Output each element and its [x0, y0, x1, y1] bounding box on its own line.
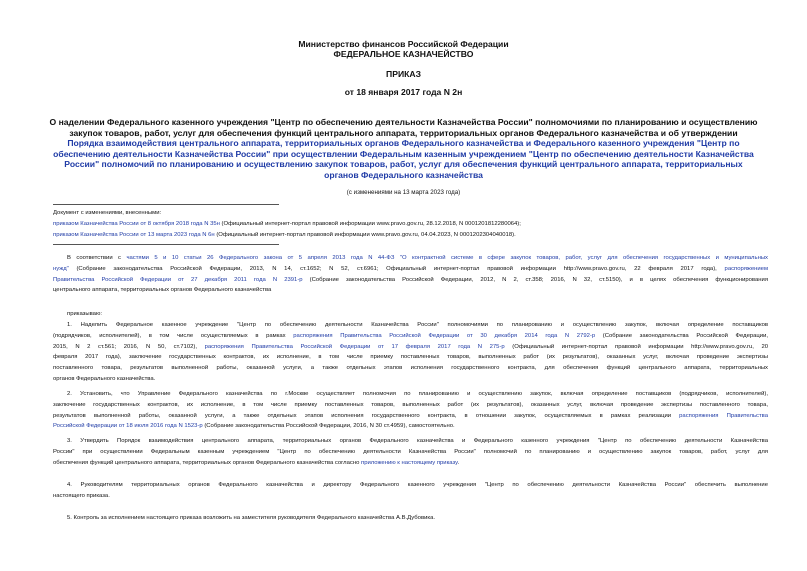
- decree-link[interactable]: распоряжением: [724, 265, 768, 272]
- title-link-line[interactable]: обеспечению деятельности Казначейства России" при осуществлении Федеральным казенным учреждением "Центр по обеспечению деятельности Казначейства: [53, 148, 754, 159]
- text-span: (Собрание законодательства Российской Федерации, 2012, N 2, ст.358; 2016, N 32, ст.5150), и в целях обеспечения функционирования: [302, 276, 769, 283]
- change-source: (Официальный интернет-портал правовой информации www.pravo.gov.ru, 28.12.2018, N 0001201812280064);: [219, 220, 521, 227]
- clause-2: [53, 389, 768, 432]
- paragraph-line: [53, 331, 768, 342]
- revision-note: (с изменениями на 13 марта 2023 года): [346, 189, 461, 196]
- change-link[interactable]: приказом Казначейства России от 8 октября 2018 года N 35н: [53, 220, 220, 227]
- law-link[interactable]: частями 5 и 10 статьи 26 Федерального закона от 5 апреля 2013 года N 44-ФЗ "О контрактной системе в сфере закупок товаров, работ, услуг для обеспечения государственных и муниципальных: [126, 255, 768, 261]
- paragraph-line: [53, 253, 768, 264]
- paragraph-line: [53, 411, 768, 422]
- paragraph-line: 5. Контроль за исполнением настоящего приказа возложить на заместителя руководителя Федерального казначейства А.В.Дубовика.: [67, 515, 435, 521]
- document-date: от 18 января 2017 года N 2н: [344, 87, 463, 97]
- text-span: результатов выполненной работы, оказанной услуги, а также отдельных этапов исполнения государственного контракта, в отношении закупок, осуществляемых в рамках реализации: [53, 412, 680, 419]
- changes-block: [53, 208, 521, 240]
- paragraph-line: 1. Наделить Федеральное казенное учреждение "Центр по обеспечению деятельности Казначейства России" полномочиями по планированию и осуществлению закупок, включая определение поставщиков: [67, 322, 768, 328]
- text-span: обеспечения функций центрального аппарата, территориальных органов Федерального казначейства согласно: [53, 459, 362, 466]
- decree-link[interactable]: Российской Федерации от 18 июля 2016 года N 1523-р: [53, 423, 203, 430]
- preamble-paragraph: [53, 253, 768, 296]
- paragraph-line: [53, 421, 768, 432]
- title-line: О наделении Федерального казенного учреждения "Центр по обеспечению деятельности Казначейства России" полномочиями по планированию и осуществлению: [49, 117, 758, 127]
- paragraph-line: России" при осуществлении Федеральным казенным учреждением "Центр по обеспечению деятельности Казначейства России" полномочий по планированию и осуществлению закупок товаров, работ, услуг для: [53, 448, 768, 455]
- clause-4: [53, 480, 768, 502]
- clause-3: [53, 436, 768, 468]
- changes-bottom-divider: [53, 244, 279, 245]
- clause-1: [53, 320, 768, 385]
- decree-link[interactable]: распоряжения Правительства: [679, 412, 769, 419]
- text-span: (Официальный интернет-портал правовой информации http://www.pravo.gov.ru, 20: [504, 343, 769, 350]
- paragraph-line: настоящего приказа.: [53, 492, 110, 499]
- change-item: [53, 219, 521, 230]
- title-link-line[interactable]: Порядка взаимодействия центрального аппарата, территориальных органов Федерального казначейства и Федерального казенного учреждения "Центр по: [67, 138, 740, 149]
- paragraph-line: органов Федерального казначейства.: [53, 375, 156, 382]
- order-word-text: приказываю:: [67, 311, 103, 317]
- decree-link[interactable]: Правительства Российской Федерации от 27 декабря 2011 года N 2391-р: [53, 276, 303, 283]
- paragraph-line: заключение государственных контрактов, их исполнение, в том числе приемку поставленных товаров, выполненных работ (их результатов), оказанных услуг, включая проведение экспертизы поставленного товара,: [53, 401, 768, 408]
- changes-heading: Документ с изменениями, внесенными:: [53, 210, 162, 216]
- change-source: (Официальный интернет-портал правовой информации www.pravo.gov.ru, 04.04.2023, N 0001202304040018).: [214, 231, 516, 238]
- appendix-link[interactable]: приложению к настоящему приказу: [361, 459, 458, 466]
- text-span: (подрядчиков, исполнителей), в том числе осуществляемых в рамках: [53, 332, 294, 339]
- paragraph-line: [53, 458, 768, 469]
- changes-top-divider: [53, 204, 279, 205]
- decree-link[interactable]: распоряжения Правительства Российской Федерации от 17 февраля 2017 года N 275-р: [204, 343, 505, 350]
- clause-5: [53, 513, 768, 524]
- title-line: закупок товаров, работ, услуг для обеспечения функций центрального аппарата, территориальных органов Федерального казначейства и об утверждении: [69, 127, 738, 138]
- paragraph-line: [53, 342, 768, 353]
- order-word: [53, 309, 768, 320]
- text-span: В соответствии с: [67, 255, 127, 261]
- text-span: .: [457, 459, 460, 466]
- document-title: [20, 117, 787, 181]
- change-link[interactable]: приказом Казначейства России от 13 марта 2023 года N 6н: [53, 231, 215, 238]
- decree-link[interactable]: распоряжения Правительства Российской Федерации от 30 декабря 2014 года N 2792-р: [293, 332, 596, 339]
- text-span: (Собрание законодательства Российской Федерации, 2016, N 30 ст.4959), самостоятельно.: [202, 423, 455, 430]
- title-link-line[interactable]: России" полномочий по планированию и осуществлению закупок товаров, работ, услуг для обеспечения функций центрального аппарата, территориальных: [64, 159, 743, 170]
- change-item: [53, 230, 521, 241]
- paragraph-line: 4. Руководителям территориальных органов Федерального казначейства и директору Федерального казенного учреждения "Центр по обеспечению деятельности Казначейства России" обеспечить выполнение: [67, 482, 768, 488]
- paragraph-line: [53, 275, 768, 286]
- text-span: (Собрание законодательства Российской Федерации,: [595, 332, 769, 339]
- ministry-name: Министерство финансов Российской Федерации: [298, 39, 509, 49]
- law-link[interactable]: нужд": [53, 265, 69, 272]
- document-type: ПРИКАЗ: [386, 69, 421, 79]
- agency-name: ФЕДЕРАЛЬНОЕ КАЗНАЧЕЙСТВО: [333, 49, 474, 59]
- paragraph-line: поставленного товара, результатов выполненной работы, оказанной услуги, а также отдельных этапов исполнения государственного контракта, для обеспечения функций центрального аппарата, территориальных: [53, 365, 768, 372]
- paragraph-line: [53, 264, 768, 275]
- paragraph-line: 3. Утвердить Порядок взаимодействия центрального аппарата, территориальных органов Федерального казначейства и Федерального казенного учреждения "Центр по обеспечению деятельности Казначейства: [67, 438, 768, 444]
- paragraph-line: центрального аппарата, территориальных органов Федерального казначейства: [53, 287, 272, 294]
- paragraph-line: 2. Установить, что Управление Федерального казначейства по г.Москве осуществляет полномочия по планированию и осуществлению закупок, включая определение поставщиков (подрядчиков, исполнителей),: [67, 391, 768, 397]
- paragraph-line: февраля 2017 года), заключение государственных контрактов, их исполнение, в том числе приемку поставленных товаров, выполненных работ (их результатов), оказанных услуг, включая проведение экспертизы: [53, 354, 768, 361]
- text-span: (Собрание законодательства Российской Федерации, 2013, N 14, ст.1652; N 52, ст.6961; Официальный интернет-портал правовой информации http://www.pravo.gov.ru, 22 февраля 2017 года),: [68, 265, 725, 272]
- title-link-line[interactable]: органов Федерального казначейства: [324, 169, 483, 180]
- text-span: 2015, N 2 ст.561; 2016, N 50, ст.7102),: [53, 343, 205, 350]
